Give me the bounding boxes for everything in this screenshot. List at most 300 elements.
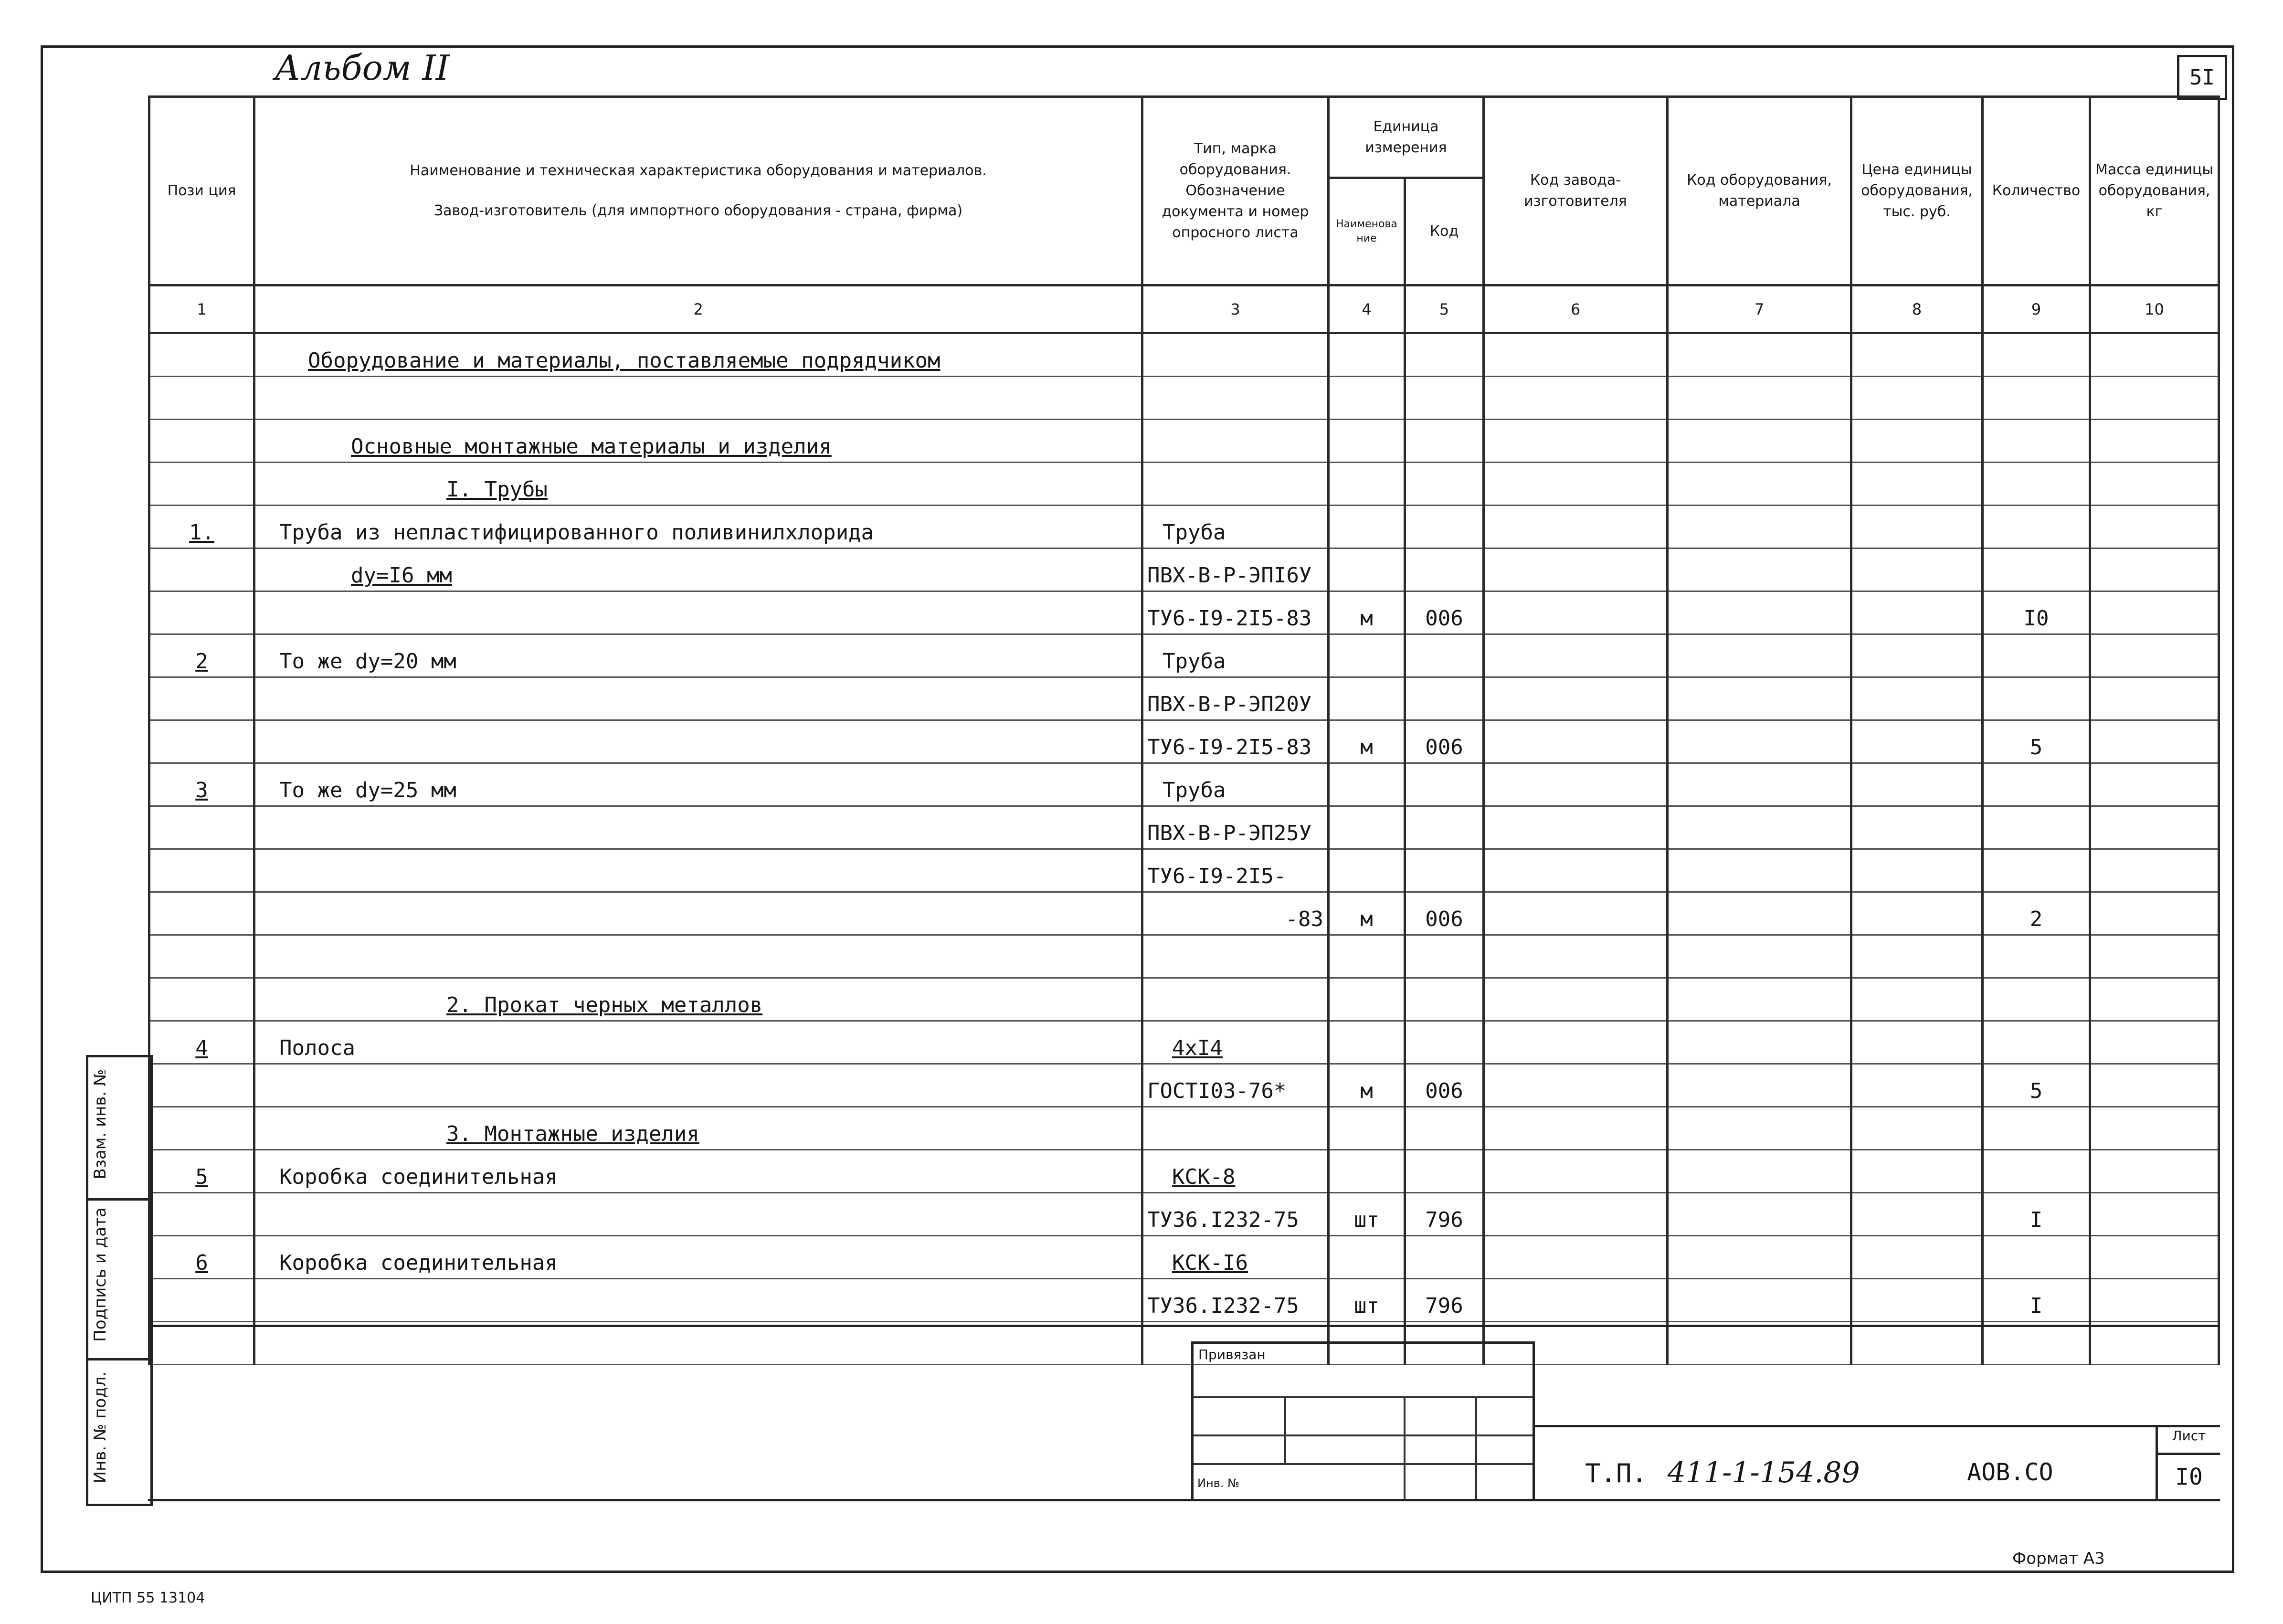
row-type	[1142, 333, 1329, 377]
row-quantity	[1983, 1322, 2090, 1365]
row-position	[149, 1064, 254, 1107]
row-quantity	[1983, 1236, 2090, 1279]
row-factory-code	[1484, 377, 1668, 420]
row-unit-code: 006	[1405, 1064, 1484, 1107]
row-mass	[2090, 463, 2219, 506]
row-unit	[1329, 420, 1405, 463]
row-equipment-code	[1668, 463, 1851, 506]
row-mass	[2090, 1236, 2219, 1279]
row-quantity	[1983, 1150, 2090, 1193]
header-quantity: Количество	[1983, 97, 2090, 285]
row-equipment-code	[1668, 333, 1851, 377]
row-quantity: I	[1983, 1193, 2090, 1236]
row-quantity	[1983, 677, 2090, 720]
doc-mark: АОВ.СО	[1967, 1458, 2053, 1486]
column-number: 7	[1668, 285, 1851, 333]
row-factory-code	[1484, 978, 1668, 1021]
row-unit-code	[1405, 1107, 1484, 1150]
row-price	[1851, 1279, 1983, 1322]
column-number: 1	[149, 285, 254, 333]
table-row	[149, 591, 2219, 634]
row-position	[149, 1107, 254, 1150]
row-equipment-code	[1668, 548, 1851, 591]
row-name: dу=I6 мм	[254, 548, 1142, 591]
row-unit-code: 006	[1405, 591, 1484, 634]
row-type: 4хI4	[1142, 1021, 1329, 1064]
row-quantity: I	[1983, 1279, 2090, 1322]
header-unit-group: Единица измерения	[1329, 97, 1484, 178]
row-price	[1851, 1150, 1983, 1193]
row-position	[149, 720, 254, 763]
row-quantity	[1983, 849, 2090, 892]
row-equipment-code	[1668, 1021, 1851, 1064]
row-quantity: 5	[1983, 720, 2090, 763]
row-factory-code	[1484, 849, 1668, 892]
row-mass	[2090, 420, 2219, 463]
row-factory-code	[1484, 1236, 1668, 1279]
row-position: 5	[149, 1150, 254, 1193]
header-type: Тип, марка оборудования. Обозначение документа и номер опросного листа	[1142, 97, 1329, 285]
page-number: 5I	[2189, 65, 2215, 90]
table-row	[149, 978, 2219, 1021]
row-price	[1851, 978, 1983, 1021]
row-name: Труба из непластифицированного поливинилхлорида	[254, 506, 1142, 548]
row-equipment-code	[1668, 806, 1851, 849]
row-type	[1142, 978, 1329, 1021]
column-number: 8	[1851, 285, 1983, 333]
row-price	[1851, 333, 1983, 377]
table-row	[149, 1322, 2219, 1365]
row-unit-code	[1405, 463, 1484, 506]
row-equipment-code	[1668, 935, 1851, 978]
row-position	[149, 849, 254, 892]
table-row	[149, 935, 2219, 978]
row-unit: м	[1329, 591, 1405, 634]
row-type: ТУ6-I9-2I5-	[1142, 849, 1329, 892]
row-factory-code	[1484, 892, 1668, 935]
row-price	[1851, 1236, 1983, 1279]
album-label: Альбом II	[275, 48, 450, 88]
row-factory-code	[1484, 333, 1668, 377]
row-mass	[2090, 720, 2219, 763]
column-number: 9	[1983, 285, 2090, 333]
row-unit-code	[1405, 1150, 1484, 1193]
row-equipment-code	[1668, 763, 1851, 806]
row-unit	[1329, 377, 1405, 420]
column-number: 2	[254, 285, 1142, 333]
title-block-top-line	[1533, 1425, 2220, 1427]
row-price	[1851, 1107, 1983, 1150]
row-price	[1851, 720, 1983, 763]
row-mass	[2090, 1322, 2219, 1365]
row-name	[254, 377, 1142, 420]
table-row	[149, 463, 2219, 506]
row-mass	[2090, 1064, 2219, 1107]
row-mass	[2090, 1021, 2219, 1064]
row-position	[149, 892, 254, 935]
row-name: Основные монтажные материалы и изделия	[254, 420, 1142, 463]
row-quantity	[1983, 806, 2090, 849]
row-type: -83	[1142, 892, 1329, 935]
row-unit	[1329, 763, 1405, 806]
row-type: Труба	[1142, 634, 1329, 677]
row-equipment-code	[1668, 506, 1851, 548]
table-row	[149, 892, 2219, 935]
row-price	[1851, 548, 1983, 591]
row-unit-code	[1405, 1021, 1484, 1064]
row-unit	[1329, 1236, 1405, 1279]
doc-code-prefix: Т.П.	[1585, 1458, 1648, 1488]
row-unit: м	[1329, 1064, 1405, 1107]
sheet-number: I0	[2175, 1464, 2203, 1490]
row-factory-code	[1484, 763, 1668, 806]
row-mass	[2090, 892, 2219, 935]
side-label-podpis: Подпись и дата	[91, 1207, 110, 1342]
header-unit-name: Наименование	[1329, 178, 1405, 285]
row-name: Полоса	[254, 1021, 1142, 1064]
side-label-inv-podl: Инв. № подл.	[91, 1371, 110, 1484]
row-equipment-code	[1668, 377, 1851, 420]
row-name: I. Трубы	[254, 463, 1142, 506]
row-name: То же dу=20 мм	[254, 634, 1142, 677]
row-price	[1851, 763, 1983, 806]
row-name	[254, 849, 1142, 892]
row-mass	[2090, 591, 2219, 634]
row-position	[149, 677, 254, 720]
table-row	[149, 806, 2219, 849]
row-quantity	[1983, 548, 2090, 591]
row-unit	[1329, 935, 1405, 978]
row-position	[149, 935, 254, 978]
row-factory-code	[1484, 806, 1668, 849]
row-factory-code	[1484, 420, 1668, 463]
row-price	[1851, 806, 1983, 849]
row-mass	[2090, 763, 2219, 806]
row-name: Коробка соединительная	[254, 1150, 1142, 1193]
row-unit-code: 006	[1405, 892, 1484, 935]
row-type: Труба	[1142, 763, 1329, 806]
row-price	[1851, 420, 1983, 463]
table-row	[149, 763, 2219, 806]
row-position: 1.	[149, 506, 254, 548]
row-unit	[1329, 463, 1405, 506]
row-quantity: I0	[1983, 591, 2090, 634]
table-row	[149, 720, 2219, 763]
row-factory-code	[1484, 463, 1668, 506]
row-type: ПВХ-В-Р-ЭП25У	[1142, 806, 1329, 849]
row-mass	[2090, 506, 2219, 548]
row-quantity	[1983, 1107, 2090, 1150]
row-position	[149, 591, 254, 634]
table-row	[149, 506, 2219, 548]
table-row	[149, 634, 2219, 677]
row-type	[1142, 935, 1329, 978]
row-mass	[2090, 1150, 2219, 1193]
row-name	[254, 1279, 1142, 1322]
row-unit-code	[1405, 763, 1484, 806]
row-quantity	[1983, 978, 2090, 1021]
bottom-divider	[148, 1325, 2220, 1327]
specification-table	[148, 95, 2220, 1365]
format-label: Формат А3	[2012, 1549, 2105, 1568]
bottom-base-line	[148, 1499, 2220, 1501]
table-row	[149, 1107, 2219, 1150]
row-mass	[2090, 333, 2219, 377]
row-position	[149, 1279, 254, 1322]
row-name	[254, 935, 1142, 978]
specification-body	[149, 333, 2219, 1365]
row-position	[149, 420, 254, 463]
row-quantity	[1983, 333, 2090, 377]
sheet-label: Лист	[2158, 1425, 2220, 1455]
row-unit-code	[1405, 377, 1484, 420]
row-factory-code	[1484, 720, 1668, 763]
row-unit-code	[1405, 935, 1484, 978]
row-position: 3	[149, 763, 254, 806]
row-unit	[1329, 634, 1405, 677]
inventory-no-label: Инв. №	[1197, 1476, 1240, 1490]
row-name: Оборудование и материалы, поставляемые подрядчиком	[254, 333, 1142, 377]
row-name: 2. Прокат черных металлов	[254, 978, 1142, 1021]
sheet-box	[2156, 1425, 2220, 1499]
row-unit-code	[1405, 677, 1484, 720]
row-position: 2	[149, 634, 254, 677]
row-mass	[2090, 548, 2219, 591]
row-price	[1851, 849, 1983, 892]
row-unit-code	[1405, 1236, 1484, 1279]
row-price	[1851, 377, 1983, 420]
page-number-box	[2177, 55, 2227, 100]
row-unit	[1329, 1021, 1405, 1064]
row-type: ПВХ-В-Р-ЭПI6У	[1142, 548, 1329, 591]
row-unit-code	[1405, 806, 1484, 849]
row-unit-code	[1405, 849, 1484, 892]
row-unit	[1329, 806, 1405, 849]
row-name: Коробка соединительная	[254, 1236, 1142, 1279]
row-price	[1851, 935, 1983, 978]
doc-code-number: 411-1-154.89	[1667, 1456, 1860, 1489]
row-name: 3. Монтажные изделия	[254, 1107, 1142, 1150]
table-row	[149, 1279, 2219, 1322]
row-factory-code	[1484, 1150, 1668, 1193]
row-mass	[2090, 978, 2219, 1021]
row-factory-code	[1484, 548, 1668, 591]
table-row	[149, 377, 2219, 420]
row-equipment-code	[1668, 634, 1851, 677]
row-price	[1851, 591, 1983, 634]
row-factory-code	[1484, 591, 1668, 634]
row-unit	[1329, 677, 1405, 720]
header-position: Пози ция	[149, 97, 254, 285]
row-mass	[2090, 935, 2219, 978]
row-factory-code	[1484, 1064, 1668, 1107]
row-unit-code: 796	[1405, 1279, 1484, 1322]
row-name	[254, 591, 1142, 634]
row-price	[1851, 892, 1983, 935]
column-number: 4	[1329, 285, 1405, 333]
row-position: 6	[149, 1236, 254, 1279]
row-type: Труба	[1142, 506, 1329, 548]
row-price	[1851, 1193, 1983, 1236]
row-factory-code	[1484, 935, 1668, 978]
row-name	[254, 892, 1142, 935]
row-mass	[2090, 806, 2219, 849]
row-type	[1142, 463, 1329, 506]
row-position	[149, 978, 254, 1021]
row-type: ГОСТI03-76*	[1142, 1064, 1329, 1107]
table-row	[149, 1150, 2219, 1193]
row-unit: м	[1329, 892, 1405, 935]
row-quantity	[1983, 634, 2090, 677]
row-quantity: 5	[1983, 1064, 2090, 1107]
row-equipment-code	[1668, 1322, 1851, 1365]
row-price	[1851, 677, 1983, 720]
row-equipment-code	[1668, 720, 1851, 763]
row-position	[149, 548, 254, 591]
row-price	[1851, 1064, 1983, 1107]
row-unit	[1329, 978, 1405, 1021]
row-position	[149, 806, 254, 849]
row-name	[254, 677, 1142, 720]
row-equipment-code	[1668, 978, 1851, 1021]
table-row	[149, 677, 2219, 720]
column-number: 5	[1405, 285, 1484, 333]
row-name	[254, 1064, 1142, 1107]
row-mass	[2090, 1279, 2219, 1322]
row-unit-code	[1405, 634, 1484, 677]
row-equipment-code	[1668, 849, 1851, 892]
row-unit-code	[1405, 333, 1484, 377]
row-equipment-code	[1668, 677, 1851, 720]
row-factory-code	[1484, 634, 1668, 677]
header-name	[254, 97, 1142, 285]
row-position	[149, 1193, 254, 1236]
row-mass	[2090, 1193, 2219, 1236]
row-equipment-code	[1668, 591, 1851, 634]
column-number: 10	[2090, 285, 2219, 333]
row-mass	[2090, 849, 2219, 892]
row-unit: шт	[1329, 1193, 1405, 1236]
row-name	[254, 720, 1142, 763]
row-unit: м	[1329, 720, 1405, 763]
row-factory-code	[1484, 1193, 1668, 1236]
row-quantity	[1983, 935, 2090, 978]
row-position	[149, 1322, 254, 1365]
row-unit-code: 006	[1405, 720, 1484, 763]
row-price	[1851, 506, 1983, 548]
row-unit	[1329, 1150, 1405, 1193]
row-mass	[2090, 377, 2219, 420]
row-factory-code	[1484, 506, 1668, 548]
row-type: ТУ6-I9-2I5-83	[1142, 720, 1329, 763]
row-type	[1142, 420, 1329, 463]
table-row	[149, 548, 2219, 591]
row-mass	[2090, 677, 2219, 720]
row-type: КСК-I6	[1142, 1236, 1329, 1279]
bottom-code: ЦИТП 55 13104	[91, 1590, 205, 1606]
row-name	[254, 806, 1142, 849]
row-quantity	[1983, 1021, 2090, 1064]
row-unit-code: 796	[1405, 1193, 1484, 1236]
row-type	[1142, 377, 1329, 420]
row-equipment-code	[1668, 1107, 1851, 1150]
row-type: ТУ6-I9-2I5-83	[1142, 591, 1329, 634]
header-name-line1: Наименование и техническая характеристика оборудования и материалов.	[410, 162, 987, 179]
row-quantity	[1983, 463, 2090, 506]
header-factory-code: Код завода-изготовителя	[1484, 97, 1668, 285]
table-row	[149, 420, 2219, 463]
table-row	[149, 1064, 2219, 1107]
row-unit-code	[1405, 548, 1484, 591]
table-row	[149, 1193, 2219, 1236]
row-unit-code	[1405, 420, 1484, 463]
row-equipment-code	[1668, 1064, 1851, 1107]
table-row	[149, 333, 2219, 377]
row-unit	[1329, 1107, 1405, 1150]
row-type: ПВХ-В-Р-ЭП20У	[1142, 677, 1329, 720]
row-unit: шт	[1329, 1279, 1405, 1322]
column-number: 3	[1142, 285, 1329, 333]
row-position	[149, 333, 254, 377]
row-unit	[1329, 548, 1405, 591]
row-name: То же dу=25 мм	[254, 763, 1142, 806]
row-price	[1851, 1021, 1983, 1064]
row-name	[254, 1322, 1142, 1365]
row-price	[1851, 634, 1983, 677]
header-price: Цена единицы оборудования, тыс. руб.	[1851, 97, 1983, 285]
row-equipment-code	[1668, 1150, 1851, 1193]
row-position: 4	[149, 1021, 254, 1064]
row-quantity	[1983, 420, 2090, 463]
row-quantity	[1983, 763, 2090, 806]
header-name-line2: Завод-изготовитель (для импортного оборудования - страна, фирма)	[433, 202, 963, 219]
row-factory-code	[1484, 1279, 1668, 1322]
row-position	[149, 377, 254, 420]
row-unit-code	[1405, 978, 1484, 1021]
row-equipment-code	[1668, 1193, 1851, 1236]
row-unit	[1329, 506, 1405, 548]
row-equipment-code	[1668, 1279, 1851, 1322]
row-quantity	[1983, 377, 2090, 420]
row-quantity	[1983, 506, 2090, 548]
row-price	[1851, 463, 1983, 506]
row-type: КСК-8	[1142, 1150, 1329, 1193]
row-name	[254, 1193, 1142, 1236]
row-equipment-code	[1668, 1236, 1851, 1279]
table-row	[149, 849, 2219, 892]
row-equipment-code	[1668, 420, 1851, 463]
row-type: ТУ36.I232-75	[1142, 1193, 1329, 1236]
row-mass	[2090, 634, 2219, 677]
row-factory-code	[1484, 1107, 1668, 1150]
table-row	[149, 1236, 2219, 1279]
table-row	[149, 1021, 2219, 1064]
row-equipment-code	[1668, 892, 1851, 935]
row-unit	[1329, 849, 1405, 892]
row-factory-code	[1484, 1021, 1668, 1064]
row-unit-code	[1405, 506, 1484, 548]
column-number: 6	[1484, 285, 1668, 333]
header-unit-code: Код	[1405, 178, 1484, 285]
binding-stamp	[1191, 1341, 1535, 1501]
row-position	[149, 463, 254, 506]
row-price	[1851, 1322, 1983, 1365]
binding-label: Привязан	[1198, 1347, 1266, 1362]
row-type	[1142, 1107, 1329, 1150]
row-type: ТУ36.I232-75	[1142, 1279, 1329, 1322]
row-mass	[2090, 1107, 2219, 1150]
doc-code	[1585, 1456, 1860, 1489]
